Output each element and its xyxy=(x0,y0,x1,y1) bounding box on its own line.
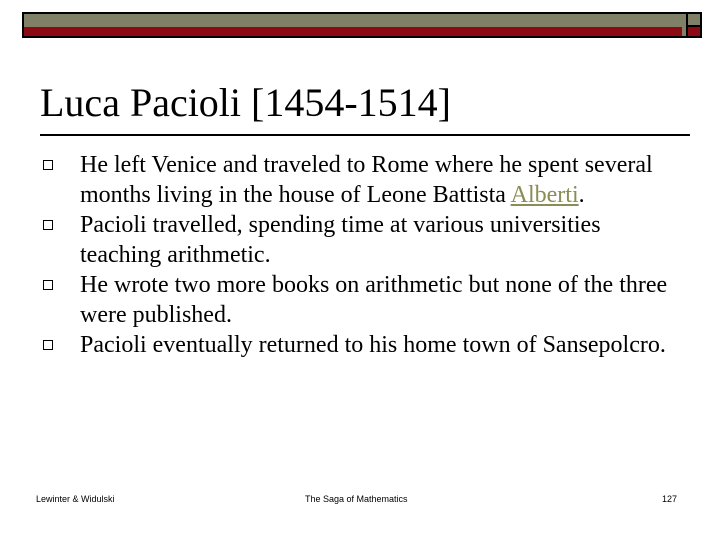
top-decorative-bar xyxy=(22,12,702,38)
top-bar-corner-box xyxy=(686,14,700,36)
bullet-item xyxy=(40,210,670,270)
bullet-text-end: . xyxy=(578,182,585,208)
bullet-item xyxy=(40,150,670,210)
slide-title: Luca Pacioli [1454-1514] xyxy=(40,80,451,125)
hollow-square-bullet-icon xyxy=(43,340,53,350)
footer-authors: Lewinter & Widulski xyxy=(36,494,115,504)
bullet-item xyxy=(40,270,670,330)
footer-book-title: The Saga of Mathematics xyxy=(305,494,408,504)
bullet-text-part: He left Venice and traveled to Rome where he spent several months living in the house of Leone Battista xyxy=(80,152,653,208)
bullet-text: Pacioli travelled, spending time at various universities teaching arithmetic. xyxy=(80,212,601,268)
bullet-text: He wrote two more books on arithmetic but none of the three were published. xyxy=(80,272,668,328)
hollow-square-bullet-icon xyxy=(43,160,53,170)
bullet-item xyxy=(40,330,670,360)
bullet-text: Pacioli eventually returned to his home town of Sansepolcro. xyxy=(80,332,666,358)
alberti-link[interactable]: Alberti xyxy=(510,182,579,208)
bullet-list xyxy=(40,150,670,360)
top-bar-red-stripe xyxy=(24,27,682,36)
hollow-square-bullet-icon xyxy=(43,220,53,230)
page-number: 127 xyxy=(662,494,678,504)
title-underline-rule xyxy=(40,134,690,136)
hollow-square-bullet-icon xyxy=(43,280,53,290)
